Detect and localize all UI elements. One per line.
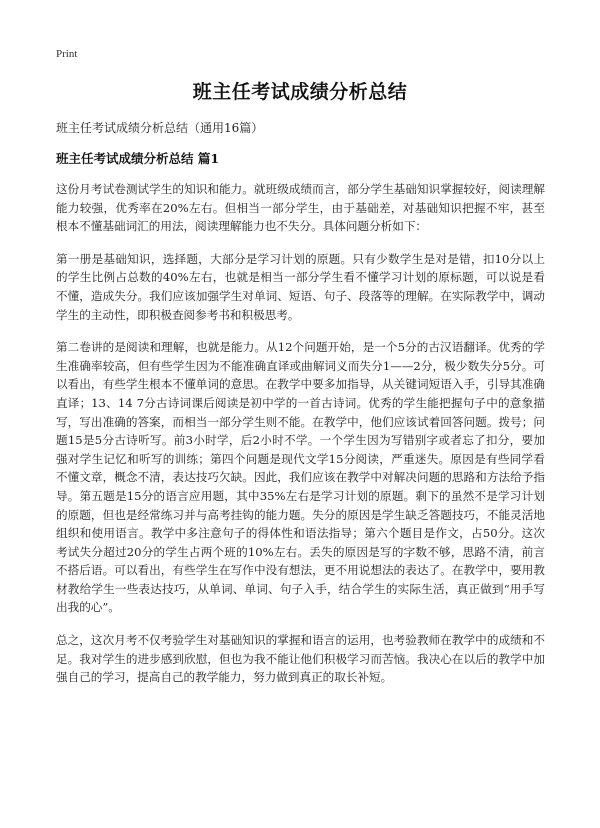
paragraph-conclusion: 总之，这次月考不仅考验学生对基础知识的掌握和语言的运用，也考验教师在教学中的成绩和不足。我对学生的进步感到欣慰，但也为我不能让他们积极学习而苦恼。我决心在以后的教学中加强自己的学习，提高自己的教学能力，努力做到真正的取长补短。 — [56, 633, 545, 685]
section-heading: 班主任考试成绩分析总结 篇1 — [56, 151, 220, 166]
paragraph-intro: 这份月考试卷测试学生的知识和能力。就班级成绩而言，部分学生基础知识掌握较好，阅读理解能力较强，优秀率在20%左右。但相当一部分学生，由于基础差，对基础知识把握不牢，甚至根本不懂基础词汇的用法，阅读理解能力也不失分。具体问题分析如下： — [56, 182, 545, 234]
print-label[interactable]: Print — [56, 48, 78, 60]
paragraph-volume-two: 第二卷讲的是阅读和理解，也就是能力。从12个问题开始，是一个5分的古汉语翻译。优秀的学生准确率较高，但有些学生因为不能准确直译或曲解词义而失分1——2分，极少数失分5分。可以看出，有些学生根本不懂单词的意思。在教学中要多加指导，从关键词短语入手，引导其准确直译；13、14 7分古诗词课后阅读是初中学的一首古诗词。优秀的学生能把握句子中的意象描写，写出准确的答案，而相当一部分学生则不能。在教学中，他们应该试着回答问题。拨号；问题15是5分古诗听写。前3小时学，后2小时不学。一个学生因为写错别字或者忘了扣分，要加强对学生记忆和听写的训练；第四个问题是现代文学15分阅读，严重迷失。原因是有些同学看不懂文章，概念不清，表达技巧欠缺。因此，我们应该在教学中对解决问题的思路和方法给予指导。第五题是15分的语言应用题，其中35%左右是学习计划的原题。剩下的虽然不是学习计划的原题，但也是经常练习并与高考挂钩的能力题。失分的原因是学生缺乏答题技巧，不能灵活地组织和使用语言。教学中多注意句子的得体性和语法指导；第六个题目是作文，占50分。这次考试失分超过20分的学生占两个班的10%左右。丢失的原因是写的字数不够，思路不清，前言不搭后语。可以看出，有些学生在写作中没有想法，更不用说想法的表达了。在教学中，要用教材教给学生一些表达技巧，从单词、单词、句子入手，结合学生的实际生活，真正做到“用手写出我的心”。 — [56, 340, 545, 615]
document-subtitle: 班主任考试成绩分析总结（通用16篇） — [56, 121, 264, 135]
page-title: 班主任考试成绩分析总结 — [192, 81, 408, 103]
paragraph-volume-one: 第一册是基础知识，选择题，大部分是学习计划的原题。只有少数学生是对是错，扣10分以上的学生比例占总数的40%左右，也就是相当一部分学生看不懂学习计划的原标题，可以说是看不懂，造成失分。我们应该加强学生对单词、短语、句子、段落等的理解。在实际教学中，调动学生的主动性，即积极查阅参考书和积极思考。 — [56, 251, 545, 322]
article-body — [56, 180, 545, 702]
